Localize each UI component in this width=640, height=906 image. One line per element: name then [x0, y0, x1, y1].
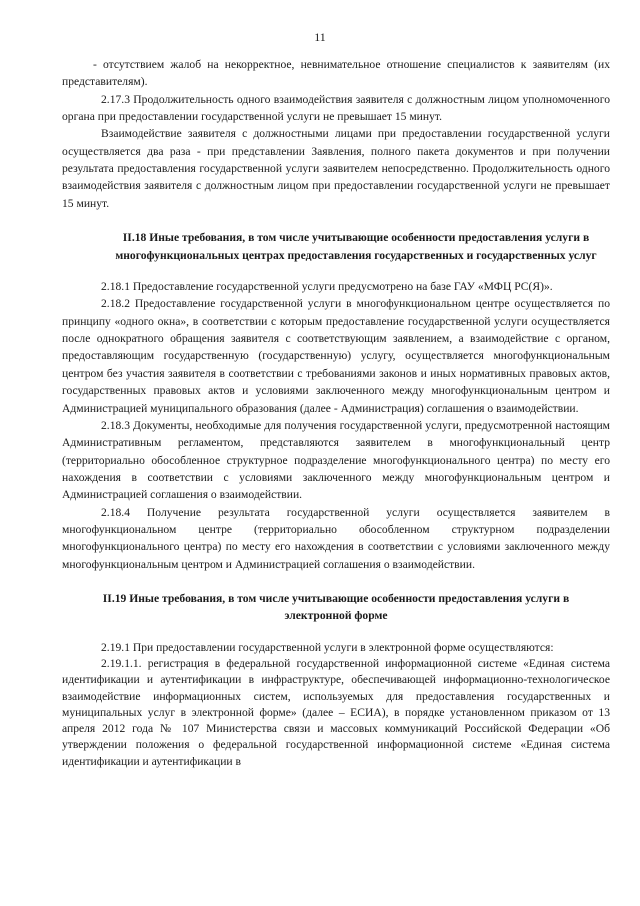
document-body: [62, 56, 610, 770]
paragraph: Взаимодействие заявителя с должностными лицами при предоставлении государственной услуги осуществляется два раза - при представлении Заявления, полного пакета документов и при получении результата предоставления государственной услуги заявителем непосредственно. Продолжительность одного взаимодействия заявителя с должностным лицом при предоставлении государственной услуги не превышает 15 минут.: [62, 127, 610, 210]
paragraph: 2.19.1 При предоставлении государственной услуги в электронной форме осуществляются:: [101, 640, 554, 654]
paragraph: 2.17.3 Продолжительность одного взаимодействия заявителя с должностным лицом уполномоченного органа при предоставлении государственной услуги не превышает 15 минут.: [62, 92, 610, 124]
paragraph: 2.18.2 Предоставление государственной услуги в многофункциональном центре осуществляется по принципу «одного окна», в соответствии с которым предоставление государственной услуги осуществляется после однократного обращения заявителя с соответствующим заявлением, а взаимодействие с органом, предоставляющим государственную (государственную) услугу, осуществляется многофункциональным центром без участия заявителя в соответствии с требованиями законов и иных нормативных правовых актов, государственных правовых актов и условиями заключенного между многофункциональным центром и Администрацией муниципального образования (далее - Администрация) соглашения о взаимодействии.: [62, 297, 610, 415]
paragraph: 2.18.4 Получение результата государственной услуги осуществляется заявителем в многофункциональном центре (территориально обособленном структурном подразделении многофункционального центра) по месту его нахождения в соответствии с условиями заключенного между многофункциональным центром и Администрацией соглашения о взаимодействии.: [62, 505, 610, 571]
paragraph: - отсутствием жалоб на некорректное, невнимательное отношение специалистов к заявителям (их представителям).: [62, 58, 610, 89]
section-heading-2-19: II.19 Иные требования, в том числе учитывающие особенности предоставления услуги в электронной форме: [102, 591, 570, 623]
paragraph: 2.18.1 Предоставление государственной услуги предусмотрено на базе ГАУ «МФЦ РС(Я)».: [101, 280, 553, 294]
page-number: 11: [314, 30, 326, 44]
section-heading-2-18: II.18 Иные требования, в том числе учитывающие особенности предоставления услуги в многофункциональных центрах предоставления государственных и государственных услуг: [115, 231, 597, 262]
paragraph: 2.19.1.1. регистрация в федеральной государственной информационной системе «Единая система идентификации и аутентификации в инфраструктуре, обеспечивающей информационно-технологическое взаимодействие информационных систем, используемых для предоставления государственных и муниципальных услуг в электронной форме» (далее – ЕСИА), в порядке установленном приказом от 13 апреля 2012 года № 107 Министерства связи и массовых коммуникаций Российской Федерации «Об утверждении положения о федеральной государственной информационной системе «Единая система идентификации и аутентификации в: [62, 657, 610, 768]
paragraph: 2.18.3 Документы, необходимые для получения государственной услуги, предусмотренной настоящим Административным регламентом, представляются заявителем в многофункциональный центр (территориально обособленное структурное подразделение многофункционального центра) по месту его нахождения в соответствии с условиями заключенного между многофункциональным центром и Администрацией соглашения о взаимодействии.: [62, 418, 610, 502]
